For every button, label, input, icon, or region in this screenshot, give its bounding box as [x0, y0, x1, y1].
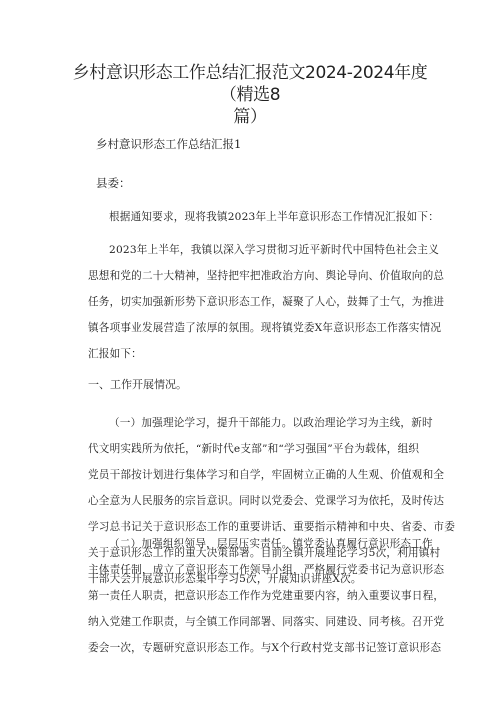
- document-title-line: 乡村意识形态工作总结汇报范文2024-2024年度（精选8: [72, 63, 428, 105]
- document-title-line: 篇）: [233, 107, 267, 127]
- paragraph-line: 学习总书记关于意识形态工作的重要讲话、重要指示精神和中央、省委、市委: [88, 521, 455, 533]
- paragraph-1: [88, 237, 445, 367]
- paragraph-line: 委会一次，专题研究意识形态工作。与X个行政村党支部书记签订意识形态: [88, 642, 442, 654]
- paragraph-line: 汇报如下：: [88, 348, 142, 360]
- document-title: [70, 62, 430, 128]
- paragraph-line: 心全意为人民服务的宗旨意识。同时以党委会、党课学习为依托，及时传达: [88, 495, 445, 507]
- paragraph-line: 纳入党建工作职责，与全镇工作同部署、同落实、同建设、同考核。召开党: [88, 616, 445, 628]
- salutation: 县委：: [96, 176, 131, 190]
- heading-work-status: 一、工作开展情况。: [88, 378, 187, 391]
- section-title: 乡村意识形态工作总结汇报1: [96, 137, 242, 151]
- paragraph-line: （二）加强组织领导，层层压实责任。镇党委认真履行意识形态工作: [109, 538, 433, 550]
- paragraph-line: 主体责任制，成立了意识形态工作领导小组，严格履行党委书记为意识形态: [88, 564, 445, 576]
- paragraph-line: 党员干部按计划进行集体学习和自学，牢固树立正确的人生观、价值观和全: [88, 469, 445, 481]
- paragraph-line: （一）加强理论学习，提升干部能力。以政治理论学习为主线，新时: [109, 417, 433, 429]
- intro-paragraph: [88, 204, 439, 230]
- paragraph-line: 关于意识形态工作的重大决策部署。目前全镇开展理论学习5次，利用镇村: [88, 547, 441, 559]
- paragraph-line: 思想和党的二十大精神，坚持把牢把准政治方向、舆论导向、价值取向的总: [88, 270, 445, 282]
- paragraph-line: 根据通知要求，现将我镇2023年上半年意识形态工作情况汇报如下：: [109, 211, 439, 223]
- paragraph-line: 干部大会开展意识形态集中学习5次，开展知识讲座X次。: [88, 573, 362, 585]
- paragraph-line: 2023年上半年，我镇以深入学习贯彻习近平新时代中国特色社会主义: [109, 244, 439, 256]
- paragraph-line: 代文明实践所为依托，“新时代e支部”和“学习强国”平台为载体，组织: [88, 443, 420, 455]
- paragraph-line: 镇各项事业发展营造了浓厚的氛围。现将镇党委X年意识形态工作落实情况: [88, 322, 442, 334]
- paragraph-3: [88, 531, 445, 661]
- paragraph-line: 任务，切实加强新形势下意识形态工作，凝聚了人心，鼓舞了士气，为推进: [88, 296, 445, 308]
- paragraph-line: 第一责任人职责，把意识形态工作作为党建重要内容，纳入重要议事日程，: [88, 590, 445, 602]
